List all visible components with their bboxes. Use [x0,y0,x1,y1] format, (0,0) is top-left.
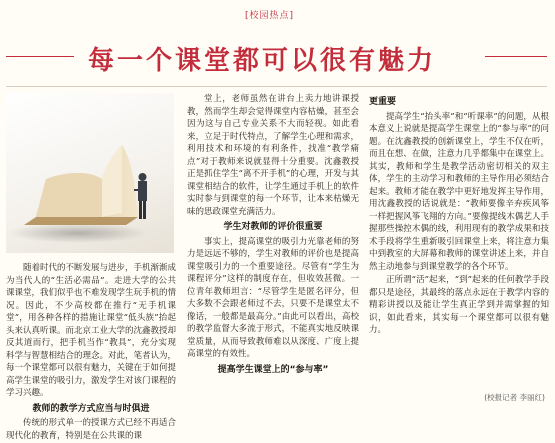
section-tag: [校园热点] [245,11,295,21]
column-3 [369,93,549,338]
col3-subhead: 更重要 [369,97,397,107]
header-divider [6,86,547,87]
column-2 [187,93,359,378]
byline: (校报记者 李丽红) [484,393,545,402]
col1-subhead: 教师的教学方式应当与时俱进 [32,403,150,414]
col2-paragraph-2: 事实上，提高课堂的吸引力光靠老师的努力是远远不够的，学生对教师的评价也是提高课堂吸引力的一个重要途径。尽管有“学生为课程评分”这样的制度存在，但收效甚微。一位青年教师坦言：“尽管学生是匿名评分，但大多数不会跟老师过不去，只要不是课堂太不像话，一般都是最高分。”由此可以看出，高校的教学监督大多流于形式，不能真实地反映课堂质量，从而导致教师难以从深度、广度上提高课堂的有效性。 [187,236,359,359]
headline-rule-left [6,56,74,57]
column-1 [6,262,176,443]
col3-paragraph-1: 提高学生“抬头率”和“听课率”的问题，从根本意义上说就是提高学生课堂上的“参与率”的问题。在沈鑫教授的创新课堂上，学生不仅在听，而且在想、在做，注意力几乎都集中在课堂上。其实，教师和学生是教学活动密切相关的双主体，学生的主动学习和教师的主导作用必须结合起来。教师才能在教学中更好地发挥主导作用，用沈鑫教授的话说就是：“教师要像辛弃疾风筝一样把握风筝飞翔的方向。”要像提线木偶艺人手握那些操控木偶的线，利用现有的教学成果和技术手段将学生重新吸引回课堂上来，将注意力集中到教室的大屏幕和教师的课堂讲述上来，并自然主动地参与到课堂教学的各个环节。 [369,111,549,272]
col2-paragraph-1: 堂上，老师虽然在讲台上卖力地讲课授教，然而学生却会觉得课堂内容枯燥，甚至会因为这与自己专业关系不大而轻视。如此看来，立足于时代特点，了解学生心理和需求，利用技术和环境的有利条件，找准“教学痛点”对于教师来说就显得十分重要。沈鑫教授正是抓住学生“离不开手机”的心理，开发与其课堂相结合的软件，让学生通过手机上的软件实时参与到课堂的每一个环节，让本来枯燥无味的思政课堂充满活力。 [187,94,359,217]
headline-rule-right [485,56,547,57]
headline: 每一个课堂都可以很有魅力 [88,46,437,76]
article-photo [6,93,174,253]
col3-paragraph-2: 正所谓“活”起来，“到”起来的任何教学手段都只是途径，其最终的落点永远在于教学内容的精彩讲授以及能让学生真正学到并需掌握的知识，如此看来，其实每一个课堂都可以很有魅力。 [369,275,549,335]
col2-subhead-2: 提高学生课堂上的“参与率” [217,364,329,375]
book-and-man-illustration [6,93,174,253]
col2-subhead: 学生对教师的评价很重要 [223,222,323,232]
col1-paragraph-2: 传统的形式单一的授课方式已经不再适合现代化的教育，特别是在公共课的课 [6,418,177,441]
col1-paragraph-1: 随着时代的不断发展与进步，手机渐渐成为当代人的“生活必需品”。走进大学的公共课课堂，我们似乎也不难发现学生玩手机的情况。因此，不少高校都在推行“无手机课堂”，用各种各样的措施让课堂“低头族”抬起头来认真听课。而北京工业大学的沈鑫教授却反其道而行，把手机当作“教具”，充分实现科学与智慧相结合的理念。对此，笔者认为，每一个课堂都可以很有魅力，关键在于如何提高学生课堂的吸引力，激发学生对该门课程的学习兴趣。 [6,263,177,398]
